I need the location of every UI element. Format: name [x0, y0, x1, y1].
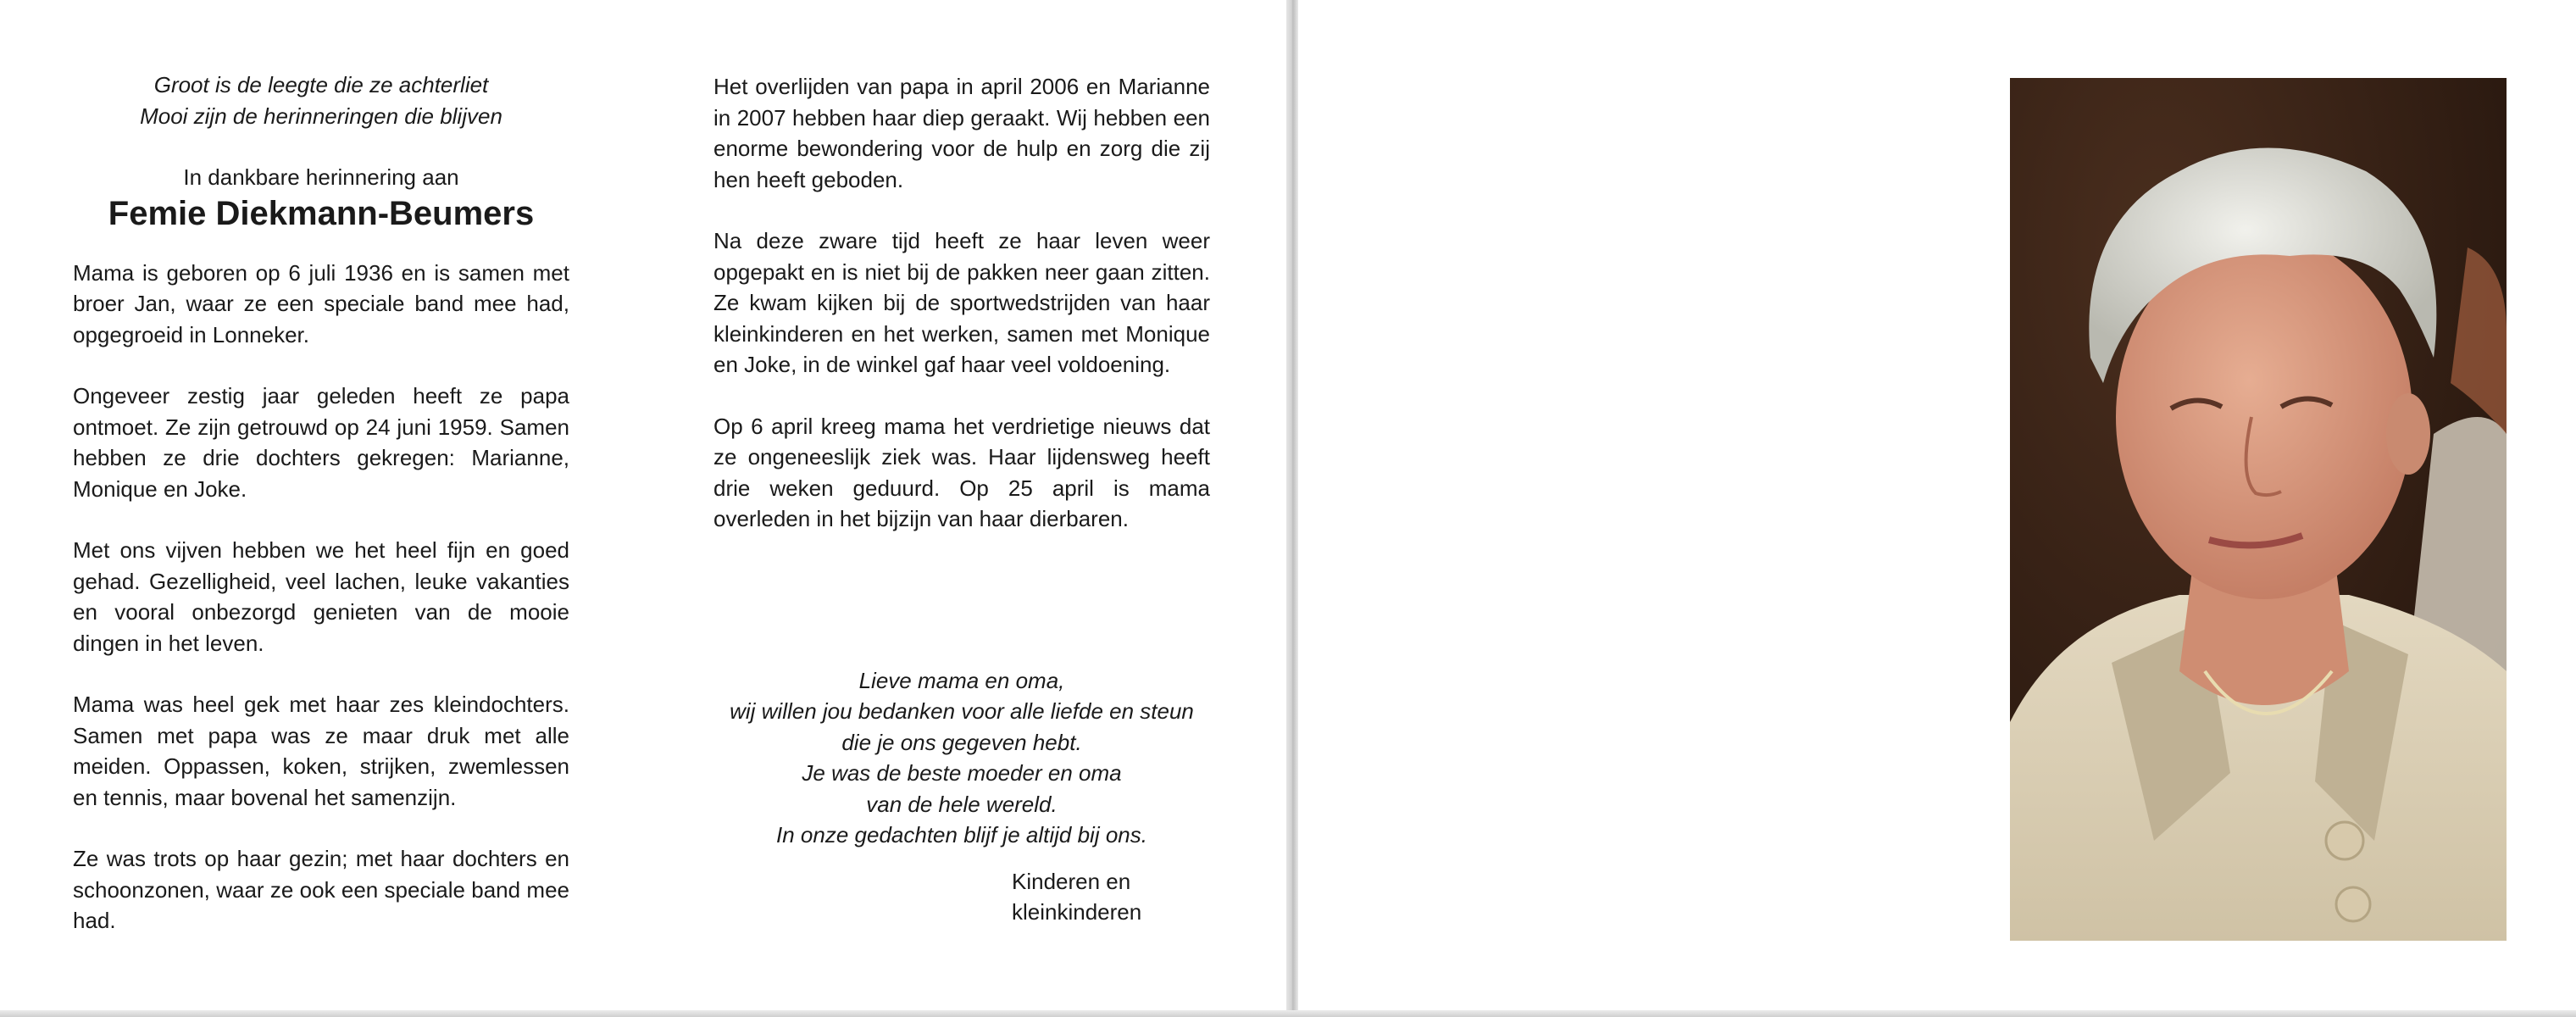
opening-verse [73, 69, 569, 131]
card-bottom-edge [0, 1010, 2576, 1017]
verse-line: Je was de beste moeder en oma [802, 760, 1122, 786]
portrait-illustration [2010, 78, 2507, 941]
middle-column [713, 0, 1210, 928]
card-fold [1286, 0, 1298, 1017]
verse-line: Lieve mama en oma, [858, 667, 1065, 693]
left-column [73, 0, 569, 936]
verse-line: Groot is de leegte die ze achterliet [153, 72, 489, 97]
biography-paragraph: Op 6 april kreeg mama het verdrietige nieuws dat ze ongeneeslijk ziek was. Haar lijdensweg heeft drie weken geduurd. Op 25 april is mama overleden in het bijzijn van haar dierbaren. [713, 413, 1210, 531]
verse-line: In onze gedachten blijf je altijd bij ons. [776, 822, 1147, 848]
biography-paragraph: Ongeveer zestig jaar geleden heeft ze papa ontmoet. Ze zijn getrouwd op 24 juni 1959. Samen hebben ze drie dochters gekregen: Marianne, Monique en Joke. [73, 383, 569, 502]
biography-paragraph: Met ons vijven hebben we het heel fijn en goed gehad. Gezelligheid, veel lachen, leuke vakanties en vooral onbezorgd genieten van de mooie dingen in het leven. [73, 537, 569, 656]
biography-paragraph: Het overlijden van papa in april 2006 en Marianne in 2007 hebben haar diep geraakt. Wij hebben een enorme bewondering voor de hulp en zorg die zij hen heeft geboden. [713, 74, 1210, 192]
verse-line: van de hele wereld. [866, 791, 1058, 817]
biography-paragraph: Ze was trots op haar gezin; met haar dochters en schoonzonen, waar ze ook een speciale band mee had. [73, 846, 569, 933]
verse-line: wij willen jou bedanken voor alle liefde en steun [730, 698, 1194, 724]
verse-line: Mooi zijn de herinneringen die blijven [140, 103, 502, 129]
biography-paragraph: Na deze zware tijd heeft ze haar leven weer opgepakt en is niet bij de pakken neer gaan zitten. Ze kwam kijken bij de sportwedstrijden van haar kleinkinderen en het werken, samen met Monique en Joke, in de winkel gaf haar veel voldoening. [713, 228, 1210, 377]
signature-line: Kinderen en [1012, 868, 1131, 894]
biography-paragraph: Mama is geboren op 6 juli 1936 en is samen met broer Jan, waar ze een speciale band mee had, opgegroeid in Lonneker. [73, 259, 569, 347]
closing-verse [713, 665, 1210, 851]
deceased-name: Femie Diekmann-Beumers [108, 194, 535, 232]
portrait-photo [2010, 78, 2507, 941]
signature [1012, 866, 1210, 928]
signature-line: kleinkinderen [1012, 899, 1142, 925]
intro-text: In dankbare herinnering aan [183, 164, 459, 190]
verse-line: die je ons gegeven hebt. [841, 729, 1082, 755]
biography-paragraph: Mama was heel gek met haar zes kleindochters. Samen met papa was ze maar druk met alle meiden. Oppassen, koken, strijken, zwemlessen en tennis, maar bovenal het samenzijn. [73, 692, 569, 810]
left-page [0, 0, 1286, 1017]
